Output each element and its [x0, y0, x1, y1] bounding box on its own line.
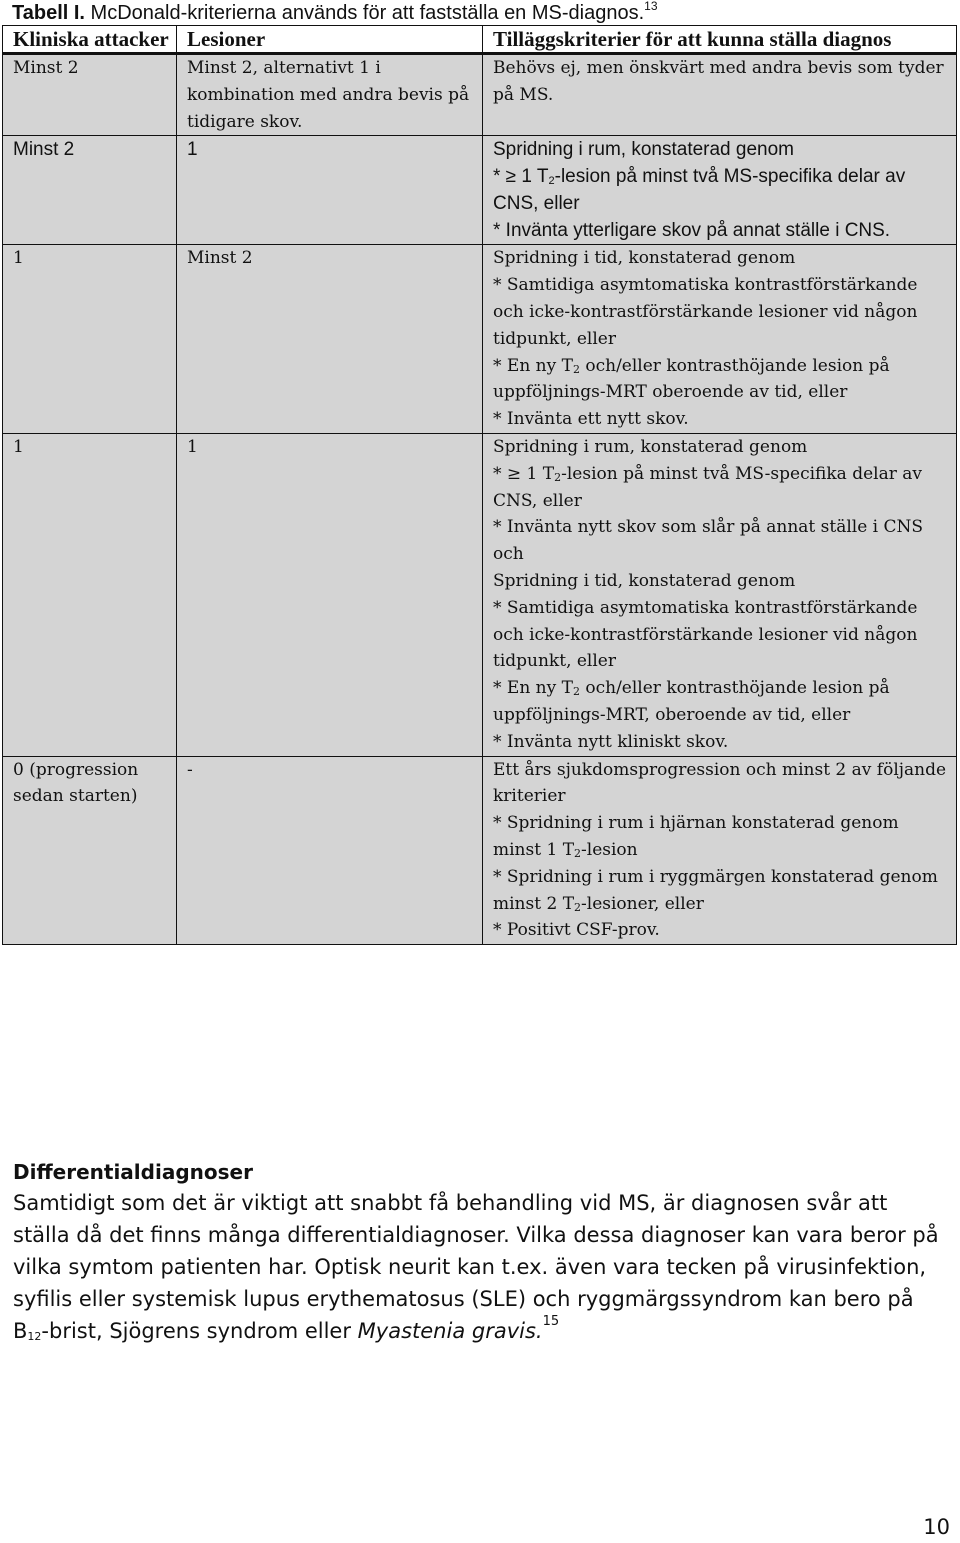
table-header-row: [3, 26, 957, 54]
page-number: 10: [923, 1515, 950, 1539]
cell-kriterier: [483, 756, 957, 945]
cell-attacker: 1: [3, 433, 177, 756]
criterion-line: * Spridning i rum i ryggmärgen konstaterad genom minst 2 $T_2$-lesioner, eller: [493, 866, 938, 914]
cell-lesioner: Minst 2, alternativt 1 i kombination med andra bevis på tidigare skov.: [177, 54, 483, 136]
caption-text: McDonald-kriterierna används för att fastställa en MS-diagnos.: [90, 2, 645, 24]
criterion-line: * Invänta nytt skov som slår på annat ställe i CNS och: [493, 517, 924, 565]
cell-kriterier: [483, 245, 957, 434]
body-text-cont: -brist, Sjögrens syndrom eller: [41, 1319, 358, 1343]
criterion-line: Ett års sjukdomsprogression och minst 2 av följande kriterier: [493, 759, 947, 807]
criterion-line: Spridning i rum, konstaterad genom: [493, 139, 794, 161]
caption-ref: 13: [644, 0, 658, 13]
body-ref: 15: [542, 1314, 560, 1329]
section-heading: Differentialdiagnoser: [13, 1160, 253, 1184]
cell-attacker: Minst 2: [3, 136, 177, 245]
header-tillaggskriterier: Tilläggskriterier för att kunna ställa diagnos: [483, 26, 957, 54]
criterion-line: * Positivt CSF-prov.: [493, 920, 660, 941]
table-row: [3, 245, 957, 434]
table-row: [3, 756, 957, 945]
cell-attacker: 0 (progression sedan starten): [3, 756, 177, 945]
criterion-line: * En ny $T_2$ och/eller kontrasthöjande lesion på uppföljnings-MRT, oberoende av tid, eller: [493, 678, 890, 725]
cell-lesioner: -: [177, 756, 483, 945]
cell-kriterier: [483, 136, 957, 245]
cell-lesioner: 1: [177, 433, 483, 756]
criterion-line: * ≥ 1 $T_2$-lesion på minst två MS-specifika delar av CNS, eller: [493, 166, 906, 215]
table-row: [3, 433, 957, 756]
criterion-line: * Spridning i rum i hjärnan konstaterad genom minst 1 $T_2$-lesion: [493, 813, 899, 860]
table-row: [3, 54, 957, 136]
criterion-line: Spridning i tid, konstaterad genom: [493, 570, 796, 591]
criterion-line: * Samtidiga asymtomatiska kontrastförstärkande och icke-kontrastförstärkande lesioner vid någon tidpunkt, eller: [493, 597, 918, 672]
body-text: Samtidigt som det är viktigt att snabbt få behandling vid MS, är diagnosen svår att ställa då det finns många differentialdiagnoser. Vilka dessa diagnoser kan vara beror på vilka symtom patienten har. Optisk neurit kan t.ex. även vara tecken på virusinfektion, syfilis eller systemisk lupus erythematosus (SLE) och ryggmärgssyndrom kan bero på B: [13, 1191, 939, 1343]
differentialdiagnoser-section: [13, 1157, 943, 1347]
criterion-line: * Invänta ett nytt skov.: [493, 409, 689, 430]
criterion-line: Behövs ej, men önskvärt med andra bevis som tyder på MS.: [493, 58, 944, 105]
cell-lesioner: Minst 2: [177, 245, 483, 434]
body-italic: Myastenia gravis.: [357, 1319, 543, 1343]
criterion-line: Spridning i tid, konstaterad genom: [493, 248, 796, 269]
cell-lesioner: 1: [177, 136, 483, 245]
criterion-line: * Invänta nytt kliniskt skov.: [493, 731, 729, 752]
section-body: [13, 1187, 943, 1347]
table-caption: [12, 0, 658, 26]
criterion-line: * ≥ 1 $T_2$-lesion på minst två MS-specifika delar av CNS, eller: [493, 463, 922, 511]
body-subscript: 12: [27, 1330, 42, 1343]
cell-attacker: 1: [3, 245, 177, 434]
criterion-line: * Invänta ytterligare skov på annat ställe i CNS.: [493, 220, 891, 242]
criterion-line: Spridning i rum, konstaterad genom: [493, 436, 808, 457]
caption-label: Tabell I.: [12, 2, 85, 24]
criterion-line: * Samtidiga asymtomatiska kontrastförstärkande och icke-kontrastförstärkande lesioner vid någon tidpunkt, eller: [493, 275, 918, 349]
header-lesioner: Lesioner: [177, 26, 483, 54]
cell-kriterier: [483, 54, 957, 136]
table-row: [3, 136, 957, 245]
mcdonald-criteria-table: [2, 25, 957, 945]
criterion-line: * En ny $T_2$ och/eller kontrasthöjande lesion på uppföljnings-MRT oberoende av tid, eller: [493, 355, 890, 403]
cell-attacker: Minst 2: [3, 54, 177, 136]
header-kliniska-attacker: Kliniska attacker: [3, 26, 177, 54]
cell-kriterier: [483, 433, 957, 756]
